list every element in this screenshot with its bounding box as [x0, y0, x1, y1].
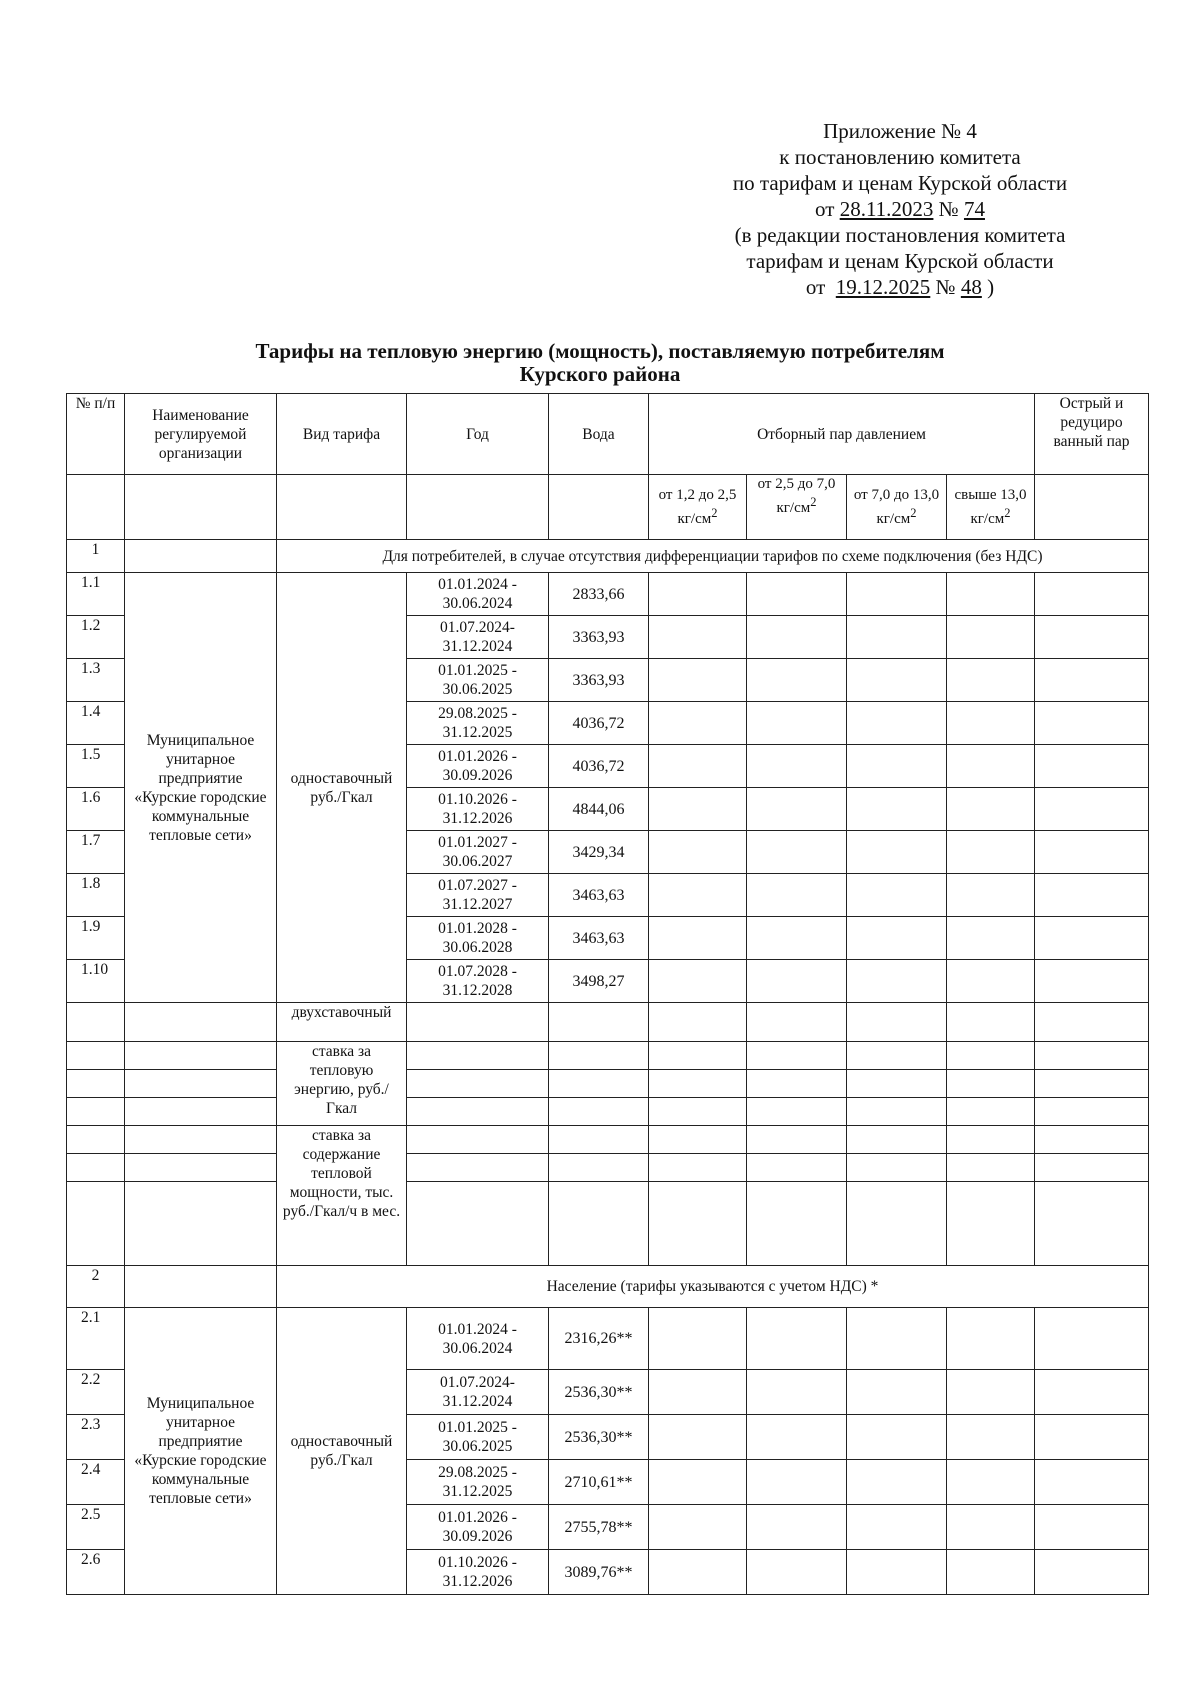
resolution-number: 74	[963, 197, 985, 221]
title-line-1: Тарифы на тепловую энергию (мощность), поставляемую потребителям	[255, 339, 945, 363]
table-row: 1.1 Муниципальное унитарное предприятие «Курские городские коммунальные тепловые сети» одноставочный руб./Гкал 01.01.2024 - 30.06.2024 2833,66	[67, 573, 1149, 616]
rate-capacity-label: ставка за содержание тепловой мощности, тыс. руб./Гкал/ч в мес.	[277, 1126, 407, 1266]
table-row: 1.6 01.10.2026 - 31.12.2026 4844,06	[67, 788, 1149, 831]
header-sharp-steam: Острый и редуциро ванный пар	[1035, 394, 1149, 475]
header-steam: Отборный пар давлением	[649, 394, 1035, 475]
header-line-3: по тарифам и ценам Курской области	[732, 171, 1068, 195]
table-row: 2.2 01.07.2024- 31.12.2024 2536,30**	[67, 1370, 1149, 1415]
section-2-label: Население (тарифы указываются с учетом НДС) *	[277, 1266, 1149, 1308]
tariff-table	[66, 393, 1149, 1595]
section-1-num: 1	[67, 540, 125, 573]
header-water: Вода	[549, 394, 649, 475]
section-1-row	[67, 540, 1149, 573]
section-2-org: Муниципальное унитарное предприятие «Курские городские коммунальные тепловые сети»	[125, 1308, 277, 1595]
section-2-kind: одноставочный руб./Гкал	[277, 1308, 407, 1595]
table-header-row	[67, 394, 1149, 475]
table-row	[67, 1042, 1149, 1070]
header-line-4: от 28.11.2023 № 74	[815, 197, 985, 221]
header-kind: Вид тарифа	[277, 394, 407, 475]
table-row: 1.3 01.01.2025 - 30.06.2025 3363,93	[67, 659, 1149, 702]
header-line-5: (в редакции постановления комитета	[734, 223, 1066, 247]
header-pressure-4: свыше 13,0 $кг/см^2$	[947, 475, 1035, 540]
section-2-row	[67, 1266, 1149, 1308]
two-part-row	[67, 1003, 1149, 1042]
table-row	[67, 1182, 1149, 1266]
section-2-num: 2	[67, 1266, 125, 1308]
table-row: 1.5 01.01.2026 - 30.09.2026 4036,72	[67, 745, 1149, 788]
edition-date: 19.12.2025	[835, 275, 931, 299]
header-pressure-1: от 1,2 до 2,5 $кг/см^2$	[649, 475, 747, 540]
table-row	[67, 1126, 1149, 1154]
table-row: 2.5 01.01.2026 - 30.09.2026 2755,78**	[67, 1505, 1149, 1550]
header-line-6: тарифам и ценам Курской области	[746, 249, 1054, 273]
resolution-date: 28.11.2023	[839, 197, 934, 221]
header-line-7: от 19.12.2025 № 48 )	[805, 275, 995, 299]
table-row	[67, 1070, 1149, 1098]
table-row: 1.8 01.07.2027 - 31.12.2027 3463,63	[67, 874, 1149, 917]
header-pressure-3: от 7,0 до 13,0 $кг/см^2$	[847, 475, 947, 540]
table-row	[67, 1098, 1149, 1126]
table-row: 1.2 01.07.2024- 31.12.2024 3363,93	[67, 616, 1149, 659]
appendix-number: Приложение № 4	[823, 119, 977, 143]
table-row: 2.6 01.10.2026 - 31.12.2026 3089,76**	[67, 1550, 1149, 1595]
table-row: 2.4 29.08.2025 - 31.12.2025 2710,61**	[67, 1460, 1149, 1505]
document-title	[120, 340, 1080, 386]
header-year: Год	[407, 394, 549, 475]
two-part-label: двухставочный	[277, 1003, 407, 1042]
rate-energy-label: ставка за тепловую энергию, руб./Гкал	[277, 1042, 407, 1126]
table-row: 1.10 01.07.2028 - 31.12.2028 3498,27	[67, 960, 1149, 1003]
header-num: № п/п	[67, 394, 125, 475]
header-pressure-2: от 2,5 до 7,0 $кг/см^2$	[747, 475, 847, 540]
table-row: 2.1 Муниципальное унитарное предприятие «Курские городские коммунальные тепловые сети» одноставочный руб./Гкал 01.01.2024 - 30.06.2024 2316,26**	[67, 1308, 1149, 1370]
table-row: 1.4 29.08.2025 - 31.12.2025 4036,72	[67, 702, 1149, 745]
section-1-label: Для потребителей, в случае отсутствия дифференциации тарифов по схеме подключения (без НДС)	[277, 540, 1149, 573]
edition-number: 48	[960, 275, 982, 299]
title-line-2: Курского района	[519, 362, 681, 386]
section-1-org: Муниципальное унитарное предприятие «Курские городские коммунальные тепловые сети»	[125, 573, 277, 1003]
header-org: Наименование регулируемой организации	[125, 394, 277, 475]
header-line-2: к постановлению комитета	[779, 145, 1021, 169]
table-subheader-row	[67, 475, 1149, 540]
section-1-kind: одноставочный руб./Гкал	[277, 573, 407, 1003]
table-row: 1.7 01.01.2027 - 30.06.2027 3429,34	[67, 831, 1149, 874]
table-row: 2.3 01.01.2025 - 30.06.2025 2536,30**	[67, 1415, 1149, 1460]
document-header	[690, 118, 1110, 300]
table-row: 1.9 01.01.2028 - 30.06.2028 3463,63	[67, 917, 1149, 960]
table-row	[67, 1154, 1149, 1182]
